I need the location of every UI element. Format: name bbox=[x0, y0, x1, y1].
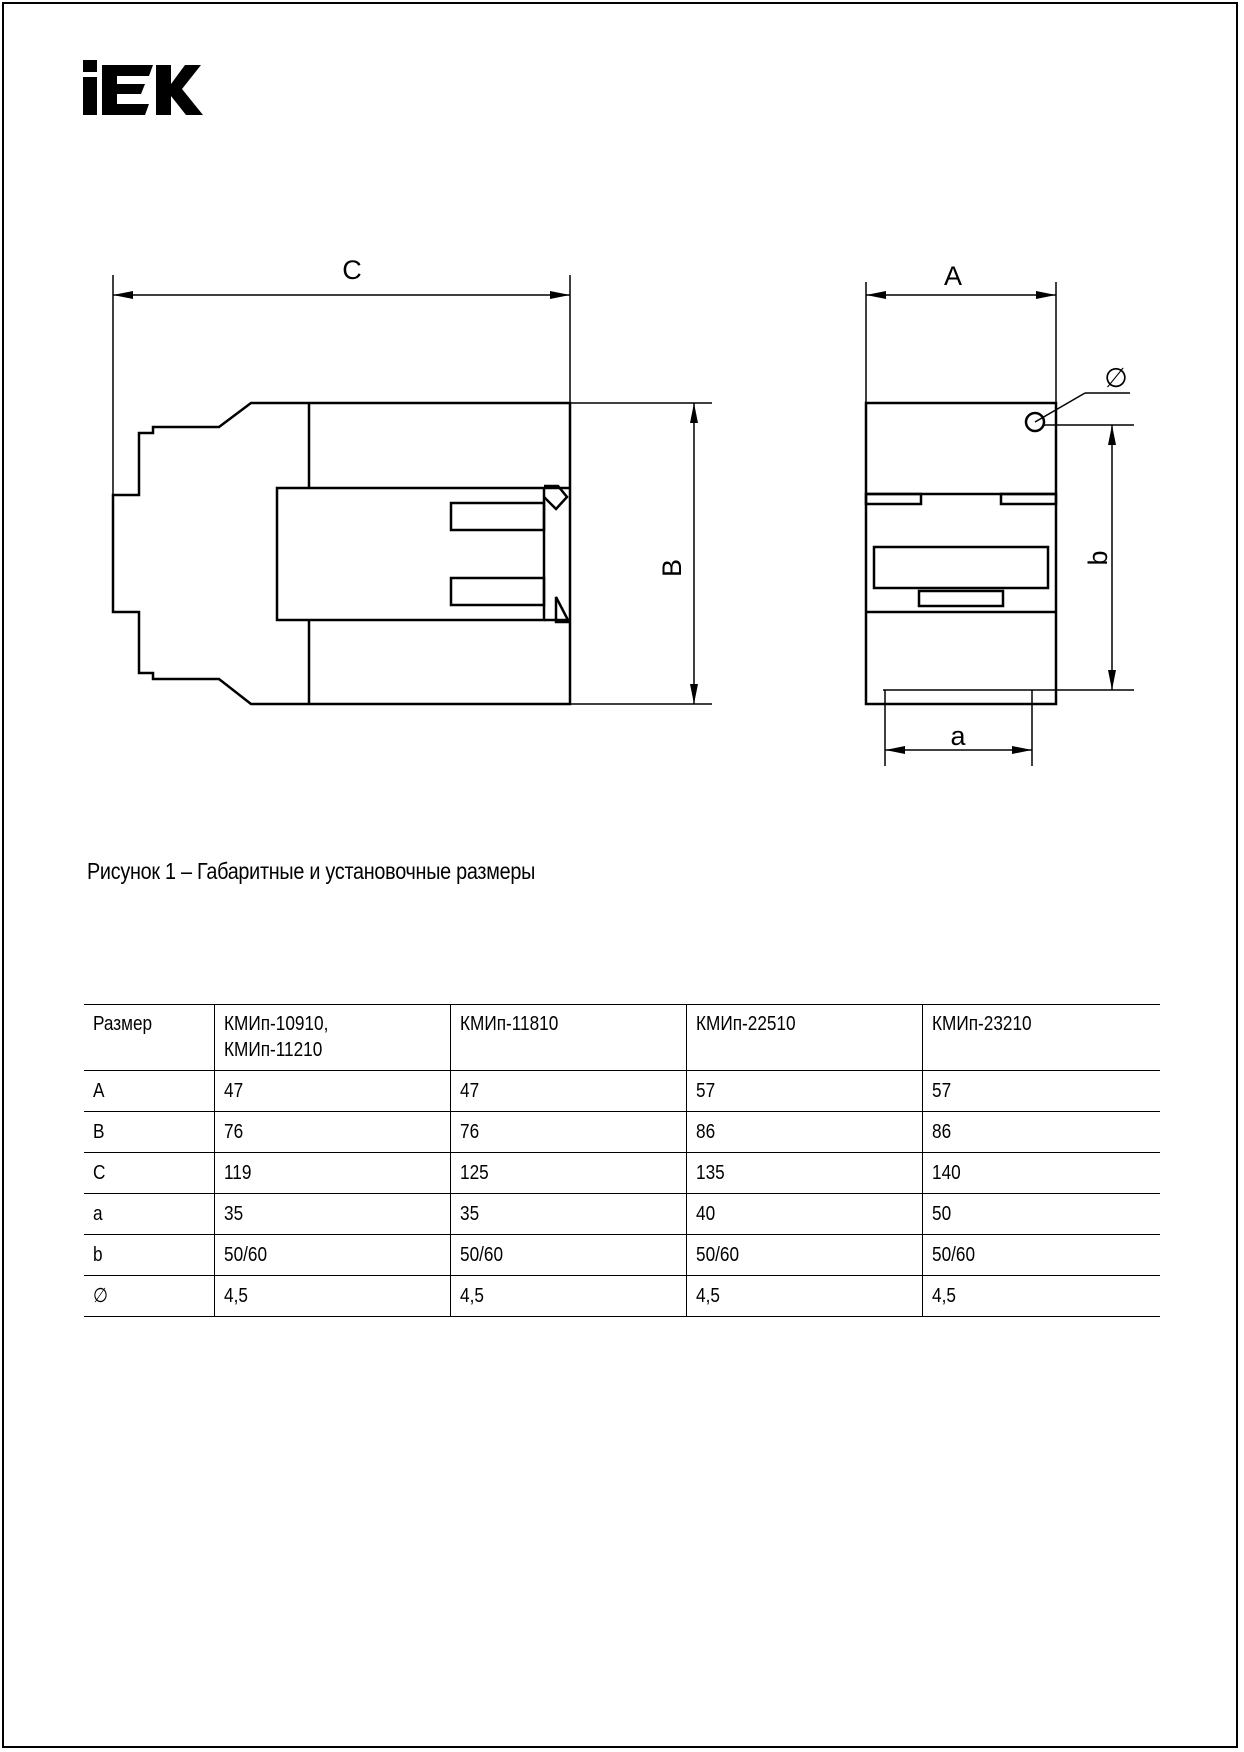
table-row bbox=[84, 1112, 1160, 1153]
header-cell: КМИп-10910, КМИп-11210 bbox=[214, 1005, 450, 1071]
table-cell: 50/60 bbox=[214, 1235, 450, 1276]
dimension-c-label: C bbox=[342, 255, 362, 285]
table-cell: 4,5 bbox=[450, 1276, 686, 1317]
dimension-a bbox=[866, 282, 1056, 403]
table-cell: A bbox=[84, 1071, 214, 1112]
table-row bbox=[84, 1276, 1160, 1317]
table-header-row bbox=[84, 1005, 1160, 1071]
header-cell: КМИп-23210 bbox=[922, 1005, 1160, 1071]
table-cell: 35 bbox=[214, 1194, 450, 1235]
table-cell: 119 bbox=[214, 1153, 450, 1194]
side-view bbox=[113, 403, 570, 704]
table-cell: 140 bbox=[922, 1153, 1160, 1194]
dimension-a-label: A bbox=[943, 261, 963, 291]
table-cell: 50 bbox=[922, 1194, 1160, 1235]
table-cell: C bbox=[84, 1153, 214, 1194]
table-cell: B bbox=[84, 1112, 214, 1153]
diameter-label: ∅ bbox=[1104, 363, 1128, 393]
table-cell: 4,5 bbox=[922, 1276, 1160, 1317]
table-cell: 50/60 bbox=[922, 1235, 1160, 1276]
figure-caption: Рисунок 1 – Габаритные и установочные размеры bbox=[87, 858, 536, 884]
header-cell: Размер bbox=[84, 1005, 214, 1071]
table-cell: 86 bbox=[686, 1112, 922, 1153]
table-cell: 57 bbox=[686, 1071, 922, 1112]
table-cell: 47 bbox=[214, 1071, 450, 1112]
table-cell: 76 bbox=[214, 1112, 450, 1153]
table-cell: 35 bbox=[450, 1194, 686, 1235]
dimension-c bbox=[113, 275, 570, 495]
table-cell: 76 bbox=[450, 1112, 686, 1153]
table-cell: 47 bbox=[450, 1071, 686, 1112]
dimension-b-small-label: b bbox=[1083, 550, 1113, 566]
table-cell: b bbox=[84, 1235, 214, 1276]
table-cell: ∅ bbox=[84, 1276, 214, 1317]
table-cell: 86 bbox=[922, 1112, 1160, 1153]
dimension-b bbox=[570, 403, 712, 704]
table-cell: 4,5 bbox=[686, 1276, 922, 1317]
table-cell: 50/60 bbox=[686, 1235, 922, 1276]
table-cell: a bbox=[84, 1194, 214, 1235]
dimension-b-label: B bbox=[657, 558, 687, 578]
table-cell: 135 bbox=[686, 1153, 922, 1194]
table-cell: 57 bbox=[922, 1071, 1160, 1112]
header-cell: КМИп-11810 bbox=[450, 1005, 686, 1071]
header-cell: КМИп-22510 bbox=[686, 1005, 922, 1071]
table-cell: 125 bbox=[450, 1153, 686, 1194]
dimensions-table bbox=[84, 1004, 1160, 1317]
table-row bbox=[84, 1235, 1160, 1276]
table-row bbox=[84, 1071, 1160, 1112]
dimension-a-small-label: a bbox=[950, 721, 966, 751]
table-row bbox=[84, 1153, 1160, 1194]
table-cell: 40 bbox=[686, 1194, 922, 1235]
dimension-drawing-svg bbox=[0, 0, 1244, 800]
front-view bbox=[866, 403, 1056, 704]
table-row bbox=[84, 1194, 1160, 1235]
dimension-drawing bbox=[0, 0, 1244, 800]
diameter-leader bbox=[1035, 393, 1130, 422]
table-cell: 50/60 bbox=[450, 1235, 686, 1276]
table-cell: 4,5 bbox=[214, 1276, 450, 1317]
